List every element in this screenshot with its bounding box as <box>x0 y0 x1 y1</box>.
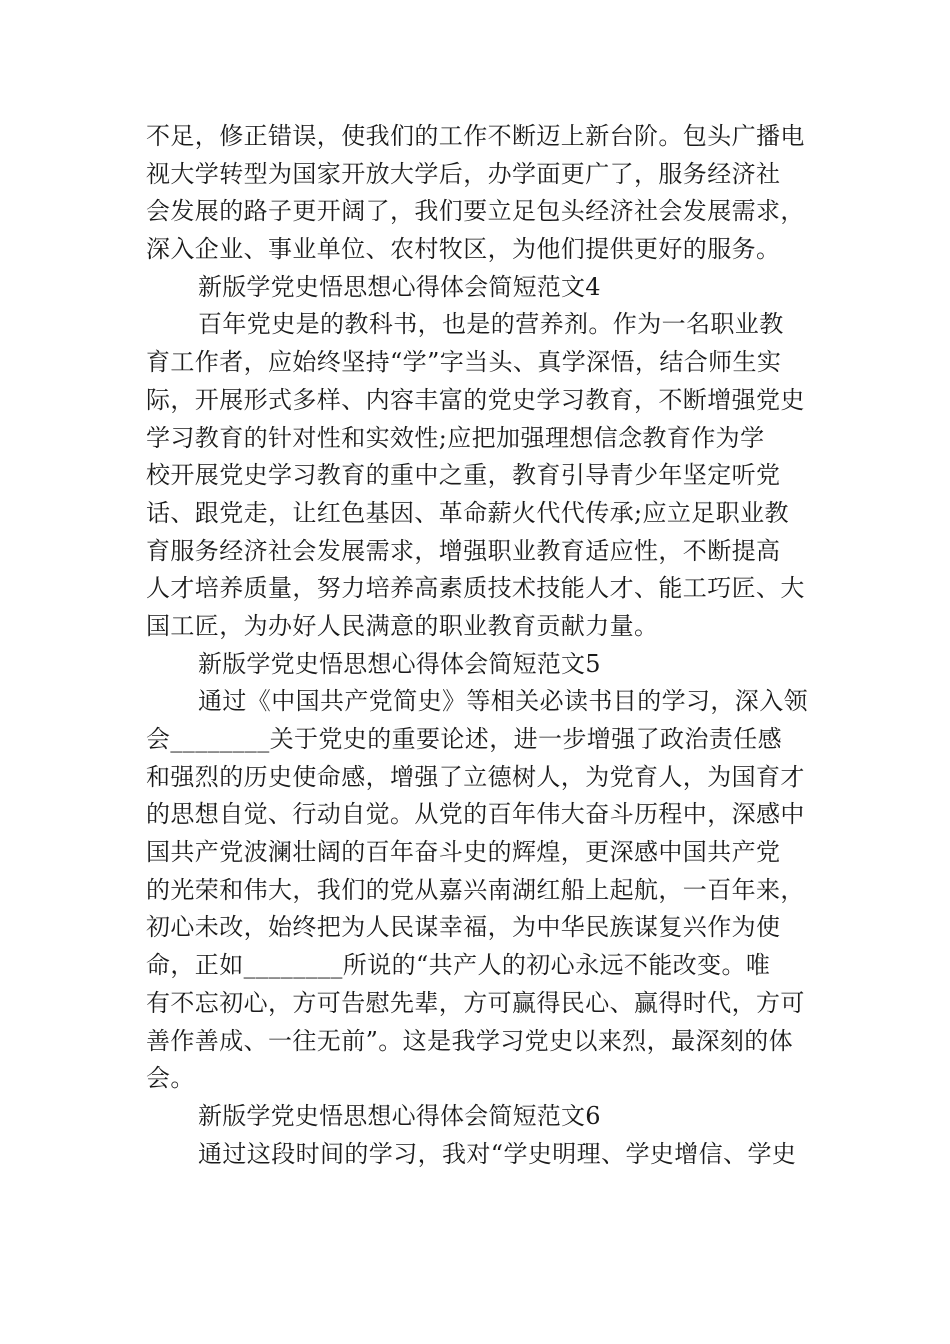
text-line: 人才培养质量，努力培养高素质技术技能人才、能工巧匠、大 <box>146 574 805 603</box>
text-line: 有不忘初心，方可告慰先辈，方可赢得民心、赢得时代，方可 <box>146 988 805 1017</box>
text-line: 会发展的路子更开阔了，我们要立足包头经济社会发展需求， <box>146 197 805 226</box>
text-line: 学习教育的针对性和实效性;应把加强理想信念教育作为学 <box>146 423 765 452</box>
text-line: 国共产党波澜壮阔的百年奋斗史的辉煌，更深感中国共产党 <box>146 838 781 867</box>
section-heading-4: 新版学党史悟思想心得体会简短范文4 <box>198 272 601 301</box>
text-line: 际，开展形式多样、内容丰富的党史学习教育，不断增强党史 <box>146 385 805 414</box>
text-line: 的思想自觉、行动自觉。从党的百年伟大奋斗历程中，深感中 <box>146 800 805 829</box>
paragraph-start: 百年党史是的教科书，也是的营养剂。作为一名职业教 <box>198 310 784 339</box>
text-line: 国工匠，为办好人民满意的职业教育贡献力量。 <box>146 611 659 640</box>
paragraph-start: 通过这段时间的学习，我对“学史明理、学史增信、学史 <box>198 1139 797 1168</box>
text-line: 育服务经济社会发展需求，增强职业教育适应性，不断提高 <box>146 536 781 565</box>
section-heading-5: 新版学党史悟思想心得体会简短范文5 <box>198 649 601 678</box>
text-line: 会。 <box>146 1064 195 1093</box>
text-line: 初心未改，始终把为人民谋幸福，为中华民族谋复兴作为使 <box>146 913 781 942</box>
text-line: 校开展党史学习教育的重中之重，教育引导青少年坚定听党 <box>146 461 781 490</box>
text-line: 的光荣和伟大，我们的党从嘉兴南湖红船上起航，一百年来， <box>146 875 805 904</box>
text-line: 命，正如________所说的“共产人的初心永远不能改变。唯 <box>146 951 771 980</box>
text-line: 会________关于党史的重要论述，进一步增强了政治责任感 <box>146 725 782 753</box>
text-line: 育工作者，应始终坚持“学”字当头、真学深悟，结合师生实 <box>146 348 782 377</box>
text-line: 话、跟党走，让红色基因、革命薪火代代传承;应立足职业教 <box>146 498 789 527</box>
text-line: 善作善成、一往无前”。这是我学习党史以来烈，最深刻的体 <box>146 1026 794 1055</box>
text-line: 视大学转型为国家开放大学后，办学面更广了，服务经济社 <box>146 159 781 188</box>
text-line: 不足，修正错误，使我们的工作不断迈上新台阶。包头广播电 <box>146 122 805 150</box>
text-line: 深入企业、事业单位、农村牧区，为他们提供更好的服务。 <box>146 235 781 264</box>
section-heading-6: 新版学党史悟思想心得体会简短范文6 <box>198 1101 601 1130</box>
paragraph-start: 通过《中国共产党简史》等相关必读书目的学习，深入领 <box>198 687 808 716</box>
document-page <box>146 118 808 1173</box>
text-line: 和强烈的历史使命感，增强了立德树人，为党育人，为国育才 <box>146 762 805 791</box>
